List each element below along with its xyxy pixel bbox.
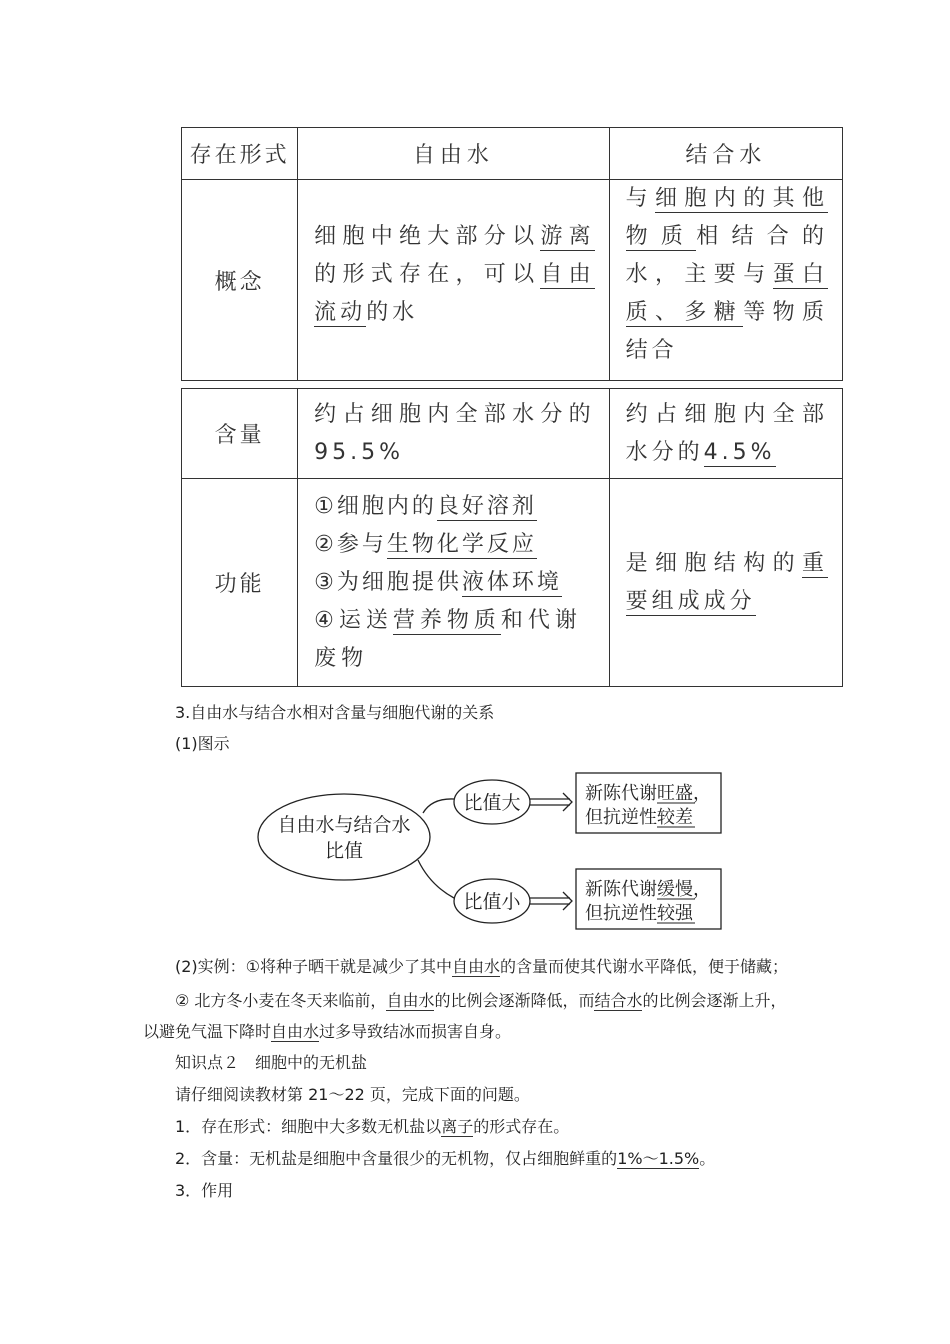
text: 是细胞结构的 <box>625 550 802 576</box>
knowledge2-intro: 请仔细阅读教材第 21～22 页，完成下面的问题。 <box>175 1085 530 1104</box>
underlined-answer: 自由水 <box>386 991 435 1010</box>
function-item <box>314 602 594 678</box>
low-result-u2: 较强 <box>657 903 693 924</box>
low-result-line1: 新陈代谢缓慢， <box>585 879 711 900</box>
section3-sub1: (1)图示 <box>175 734 230 753</box>
high-result-u2: 较差 <box>657 807 693 828</box>
function-row <box>182 479 843 687</box>
content-free-cell <box>298 389 609 479</box>
text: 。 <box>699 1149 716 1168</box>
text: 和代谢废物 <box>314 607 582 671</box>
knowledge2-item2 <box>175 1148 715 1170</box>
header-bound-water: 结合水 <box>609 128 842 180</box>
text: 相结合的水，主要与 <box>625 224 828 287</box>
branch-low-line <box>418 860 454 898</box>
underlined-answer: 4.5% <box>703 439 776 465</box>
function-item <box>314 488 594 526</box>
text: 1．存在形式：细胞中大多数无机盐以 <box>175 1117 442 1136</box>
double-arrow-low <box>530 892 572 910</box>
text: ③为细胞提供 <box>314 569 462 595</box>
concept-label: 概念 <box>182 180 298 381</box>
text: (2)实例：①将种子晒干就是减少了其中 <box>175 957 453 976</box>
text: 的含量而使其代谢水平降低，便于储藏； <box>500 957 789 976</box>
content-bound-cell <box>609 389 842 479</box>
underlined-answer: 营养物质 <box>392 607 501 633</box>
underlined-answer: 细胞内的其他物质 <box>625 186 828 249</box>
low-label: 比值小 <box>463 891 521 913</box>
header-free-water: 自由水 <box>298 128 609 180</box>
function-bound-cell <box>609 479 842 687</box>
example-1 <box>175 956 788 978</box>
underlined-answer: 自由流动 <box>314 262 595 325</box>
text: 的形式存在。 <box>473 1117 570 1136</box>
text: 约占细胞内全部水分的 <box>625 401 828 465</box>
function-item <box>314 526 594 564</box>
text: ② 北方冬小麦在冬天来临前， <box>175 991 387 1010</box>
concept-bound-cell <box>609 180 842 381</box>
example-2-line2 <box>143 1021 511 1043</box>
function-item <box>314 564 594 602</box>
text: 的水 <box>366 300 419 325</box>
content-label: 含量 <box>182 389 298 479</box>
underlined-answer: 1%～1.5% <box>617 1149 700 1168</box>
text: ①细胞内的 <box>314 493 437 519</box>
high-result-line2: 但抗逆性较差 <box>585 807 693 828</box>
knowledge2-item1 <box>175 1116 569 1138</box>
low-result-u1: 缓慢 <box>657 879 693 900</box>
water-forms-table-top <box>181 127 843 381</box>
underlined-answer: 自由水 <box>452 957 501 976</box>
text: 以避免气温下降时 <box>143 1022 272 1041</box>
concept-row <box>182 180 843 381</box>
underlined-answer: 离子 <box>441 1117 474 1136</box>
function-free-cell <box>298 479 609 687</box>
center-label-2: 比值 <box>324 840 364 862</box>
underlined-answer: 重要组成成分 <box>625 550 828 614</box>
water-forms-table-bottom <box>181 388 843 687</box>
text: 细胞中绝大部分以 <box>314 224 541 249</box>
high-label: 比值大 <box>463 792 521 814</box>
underlined-answer: 生物化学反应 <box>386 531 537 557</box>
content-row <box>182 389 843 479</box>
high-result-line1: 新陈代谢旺盛， <box>585 783 711 804</box>
text: 与 <box>625 186 656 211</box>
center-ellipse <box>258 794 430 880</box>
example-2-line1 <box>175 990 787 1012</box>
underlined-answer: 蛋白质、多糖 <box>625 262 828 325</box>
text: ②参与 <box>314 531 387 557</box>
content-free-text: 约占细胞内全部水分的95.5% <box>314 401 595 465</box>
underlined-answer: 液体环境 <box>461 569 562 595</box>
underlined-answer: 良好溶剂 <box>436 493 537 519</box>
concept-free-cell <box>298 180 609 381</box>
text: 的比例会逐渐上升， <box>642 991 787 1010</box>
knowledge2-title: 知识点２ 细胞中的无机盐 <box>175 1053 368 1072</box>
text: ④运送 <box>314 607 393 633</box>
text: 2．含量：无机盐是细胞中含量很少的无机物，仅占细胞鲜重的 <box>175 1149 618 1168</box>
text: 过多导致结冰而损害自身。 <box>319 1022 512 1041</box>
underlined-answer: 自由水 <box>271 1022 320 1041</box>
section3-title: 3.自由水与结合水相对含量与细胞代谢的关系 <box>175 703 495 722</box>
center-label-1: 自由水与结合水 <box>277 814 411 836</box>
header-form: 存在形式 <box>182 128 298 180</box>
underlined-answer: 结合水 <box>594 991 643 1010</box>
ratio-diagram <box>0 760 950 960</box>
table-header-row <box>182 128 843 180</box>
function-label: 功能 <box>182 479 298 687</box>
double-arrow-high <box>530 793 572 811</box>
low-result-line2: 但抗逆性较强 <box>585 903 693 924</box>
text: 的比例会逐渐降低，而 <box>434 991 595 1010</box>
text: 的形式存在，可以 <box>314 262 541 287</box>
knowledge2-item3: 3．作用 <box>175 1181 234 1200</box>
branch-high-line <box>423 799 454 813</box>
high-result-u1: 旺盛 <box>657 783 693 804</box>
underlined-answer: 游离 <box>540 224 595 249</box>
text: 等物质结合 <box>625 300 828 363</box>
